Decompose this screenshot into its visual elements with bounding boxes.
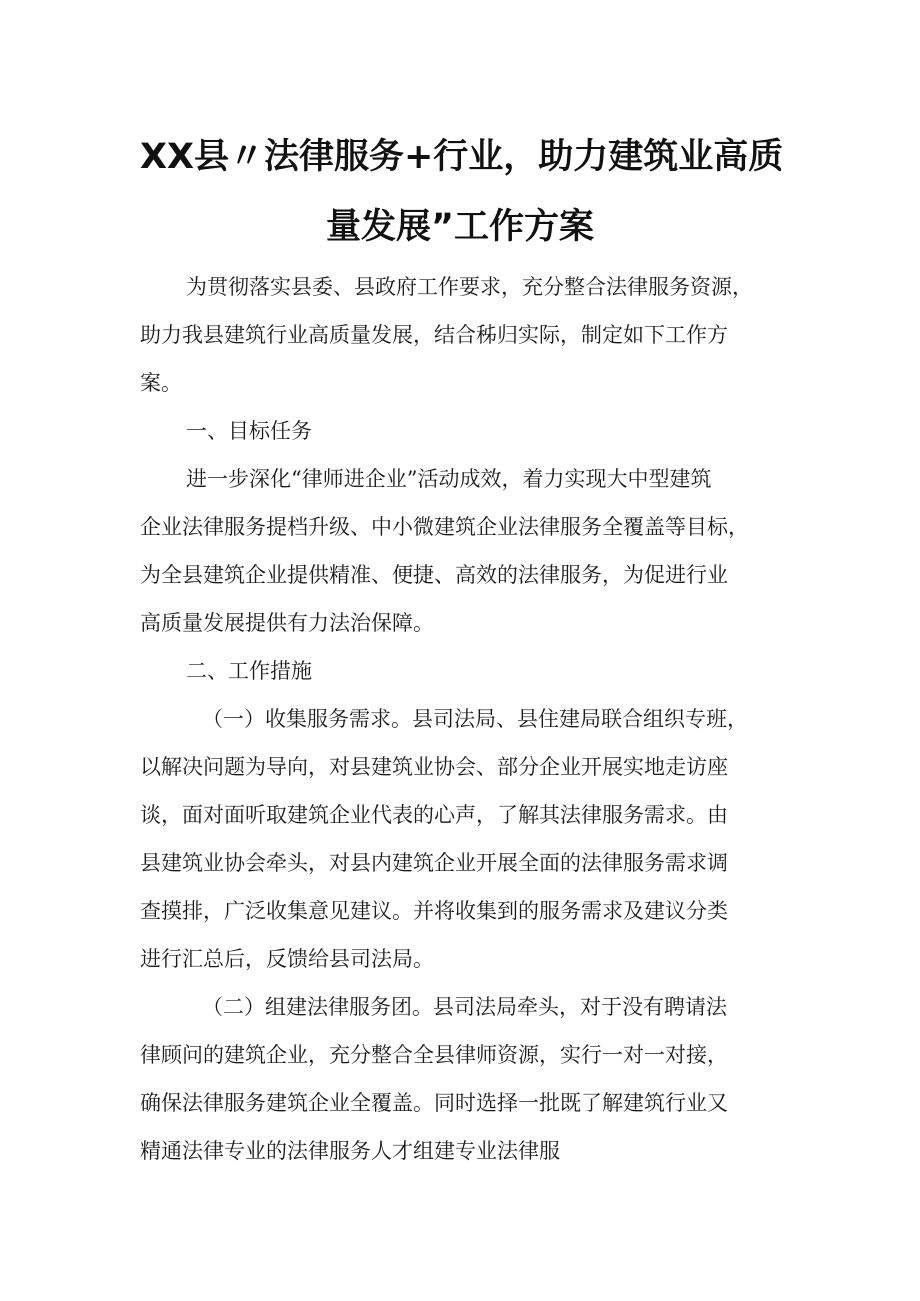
paragraph-line: 案。 <box>140 371 182 395</box>
document-body <box>140 263 790 1175</box>
paragraph-intro <box>140 263 790 407</box>
section-heading: 一、目标任务 <box>186 419 312 443</box>
paragraph-line: 律顾问的建筑企业，充分整合全县律师资源，实行一对一对接， <box>140 1043 728 1067</box>
paragraph-line: 为全县建筑企业提供精准、便捷、高效的法律服务，为促进行业 <box>140 563 728 587</box>
paragraph-line: （二）组建法律服务团。县司法局牵头，对于没有聘请法 <box>202 995 727 1019</box>
paragraph-line: （一）收集服务需求。县司法局、县住建局联合组织专班， <box>202 707 748 731</box>
paragraph-line: 助力我县建筑行业高质量发展，结合秭归实际，制定如下工作方 <box>140 323 728 347</box>
document-title-line-1: XX县〃法律服务+行业，助力建筑业高质 <box>140 137 784 177</box>
section-heading: 二、工作措施 <box>186 659 312 683</box>
paragraph-measure-1 <box>140 695 790 983</box>
paragraph-goals <box>140 455 790 647</box>
paragraph-line: 为贯彻落实县委、县政府工作要求，充分整合法律服务资源， <box>186 275 753 299</box>
paragraph-line: 查摸排，广泛收集意见建议。并将收集到的服务需求及建议分类 <box>140 899 728 923</box>
document-title-line-2: 量发展”工作方案 <box>325 207 594 247</box>
paragraph-measure-2 <box>140 983 790 1175</box>
paragraph-line: 企业法律服务提档升级、中小微建筑企业法律服务全覆盖等目标， <box>140 515 749 539</box>
paragraph-line: 谈，面对面听取建筑企业代表的心声，了解其法律服务需求。由 <box>140 803 728 827</box>
paragraph-line: 以解决问题为导向，对县建筑业协会、部分企业开展实地走访座 <box>140 755 728 779</box>
paragraph-line: 精通法律专业的法律服务人才组建专业法律服 <box>140 1139 560 1163</box>
paragraph-line: 高质量发展提供有力法治保障。 <box>140 611 434 635</box>
section-heading-measures <box>140 647 790 695</box>
paragraph-line: 进行汇总后，反馈给县司法局。 <box>140 947 434 971</box>
paragraph-line: 进一步深化“律师进企业”活动成效，着力实现大中型建筑 <box>186 467 712 491</box>
section-heading-goals <box>140 407 790 455</box>
paragraph-line: 县建筑业协会牵头，对县内建筑企业开展全面的法律服务需求调 <box>140 851 728 875</box>
paragraph-line: 确保法律服务建筑企业全覆盖。同时选择一批既了解建筑行业又 <box>140 1091 728 1115</box>
